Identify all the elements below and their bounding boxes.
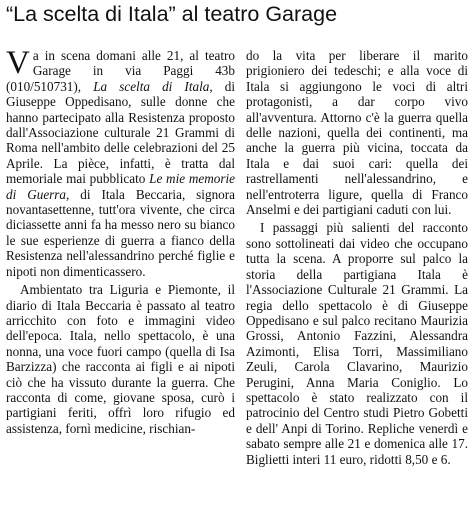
article-headline: “La scelta di Itala” al teatro Garage — [6, 2, 338, 26]
paragraph-war: do la vita per liberare il marito prigioniero dei tedeschi; e alla voce di Itala si aggiungono le voci di altri protagonisti, a dar corpo vivo all'avventura. Attorno c'è la guerra quella delle nazioni, quella dei continenti, ma anche la guerra più vicina, toccata da Itala e dai suoi cari: quella dei rastrellamenti nell'alessandrino, e nell'entroterra ligure, quella di Franco Anselmi e dei partigiani caduti con lui. — [246, 48, 468, 218]
paragraph-intro — [6, 45, 235, 279]
play-title: La scelta di Itala, — [93, 78, 213, 94]
text-run: di Itala Beccaria, signora novantasettenne, tutt'ora vivente, che circa diciassette anni fa ha messo nero su bianco le sue esperienze di guerra a fianco della Resistenza nell'alessandrino perché figlie e nipoti non dimenticassero. — [6, 186, 235, 279]
article-column-left — [6, 45, 235, 436]
paragraph-production: I passaggi più salienti del racconto sono sottolineati dai video che occupano tutta la scena. A proporre sul palco la storia della partigiana Itala è l'Associazione Culturale 21 Grammi. La regia dello spettacolo è di Giuseppe Oppedisano e sul palco recitano Maurizia Grossi, Antonio Fazzini, Alessandra Azimonti, Elisa Torri, Massimiliano Zeuli, Carola Clavarino, Maurizio Perugini, Anna Maria Coniglio. Lo spettacolo è stato realizzato con il patrocinio del Centro studi Pietro Gobetti e dell' Anpi di Torino. Repliche venerdì e sabato sempre alle 21 e domenica alle 17. Biglietti interi 11 euro, ridotti 8,50 e 6. — [246, 220, 468, 467]
text-run: di Giuseppe Oppedisano, sulle donne che hanno partecipato alla Resistenza proposto dall'Associazione culturale 21 Grammi di Roma nell'ambito delle celebrazioni del 25 Aprile. La pièce, infatti, è tratta dal memoriale mai pubblicato — [6, 78, 235, 187]
text-run: Va in scena domani alle 21, al teatro Garage in via Paggi 43b (010/510731), — [6, 45, 235, 94]
article-column-right — [246, 48, 468, 467]
paragraph-setting: Ambientato tra Liguria e Piemonte, il diario di Itala Beccaria è passato al teatro arricchito con foto e immagini video dell'epoca. Itala, nello spettacolo, è una nonna, una voce fuori campo (quella di Isa Barzizza) che racconta ai figli e ai nipoti ciò che ha vissuto durante la guerra. Che racconta di come, giovane sposa, curò i partigiani feriti, offrì loro rifugio ed assistenza, fornì medicine, rischian- — [6, 282, 235, 436]
memoir-title: Le mie memorie di Guerra, — [6, 171, 235, 202]
